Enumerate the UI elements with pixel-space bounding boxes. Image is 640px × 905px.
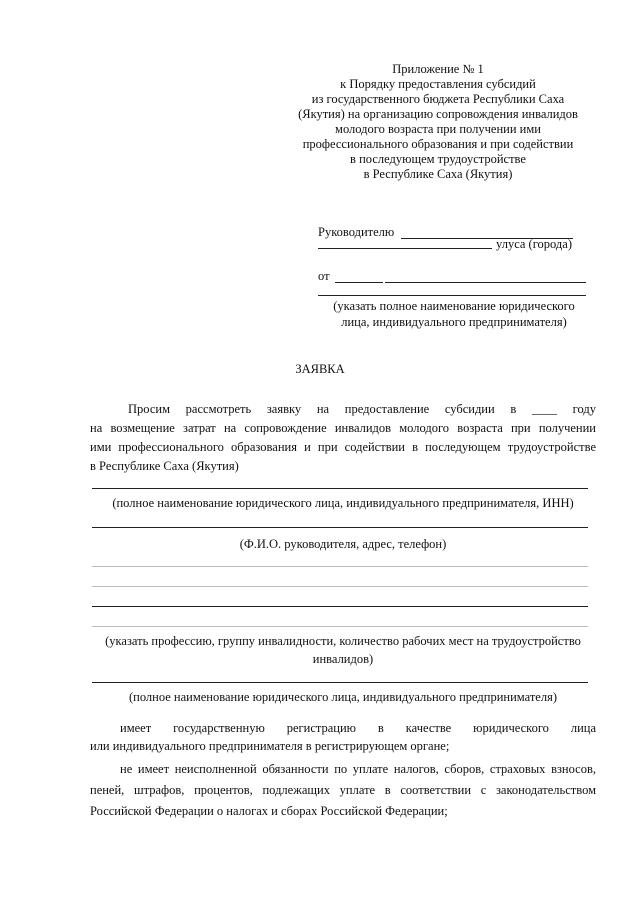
appendix-header xyxy=(296,62,580,182)
statement-line: Российской Федерации о налогах и сборах Российской Федерации; xyxy=(90,804,448,818)
org-inn-blank xyxy=(92,488,588,489)
profession-blank-1 xyxy=(92,566,588,567)
appendix-line: в последующем трудоустройстве xyxy=(350,152,526,166)
page-title: ЗАЯВКА xyxy=(295,362,345,376)
appendix-line: профессионального образования и при содействии xyxy=(302,137,574,151)
statements xyxy=(90,718,596,822)
profession-blank-3 xyxy=(92,606,588,607)
org-name-blank xyxy=(318,295,586,296)
ulus-name-blank xyxy=(318,248,492,249)
appendix-line: из государственного бюджета Республики Саха xyxy=(311,92,565,106)
profession-caption xyxy=(90,632,596,668)
org-name-hint xyxy=(318,298,590,330)
org-name-caption: (полное наименование юридического лица, индивидуального предпринимателя) xyxy=(128,690,557,704)
head-contact-blank xyxy=(92,527,588,528)
to-label: Руководителю xyxy=(318,225,395,239)
hint-line: (указать полное наименование юридического xyxy=(333,299,575,313)
appendix-line: (Якутия) на организацию сопровождения инвалидов xyxy=(298,107,578,121)
request-paragraph xyxy=(90,400,596,476)
profession-blank-4 xyxy=(92,626,588,627)
request-line: ими профессионального образования и при содействии в последующем трудоустройстве xyxy=(90,440,596,454)
statement-line: имеет государственную регистрацию в качестве юридического лица xyxy=(120,721,596,735)
request-line: на возмещение затрат на сопровождение инвалидов молодого возраста при получении xyxy=(90,421,596,435)
request-line: Просим рассмотреть заявку на предоставление субсидии в ____ году xyxy=(128,402,596,416)
appendix-line: молодого возраста при получении ими xyxy=(335,122,541,136)
statement-line: или индивидуального предпринимателя в регистрирующем органе; xyxy=(90,739,450,753)
appendix-line: Приложение № 1 xyxy=(392,62,484,76)
profession-blank-2 xyxy=(92,586,588,587)
statement-line: не имеет неисполненной обязанности по уплате налогов, сборов, страховых взносов, xyxy=(120,762,596,776)
org-name-blank-2 xyxy=(92,682,588,683)
appendix-line: в Республике Саха (Якутия) xyxy=(363,167,513,181)
caption-line: инвалидов) xyxy=(312,652,374,666)
hint-line: лица, индивидуального предпринимателя) xyxy=(341,315,567,329)
org-inn-caption: (полное наименование юридического лица, индивидуального предпринимателя, ИНН) xyxy=(112,496,574,510)
request-line: в Республике Саха (Якутия) xyxy=(90,459,239,473)
appendix-line: к Порядку предоставления субсидий xyxy=(340,77,536,91)
from-blank-short xyxy=(335,282,383,283)
from-label: от xyxy=(318,269,330,283)
statement-line: пеней, штрафов, процентов, подлежащих уплате в соответствии с законодательством xyxy=(90,783,596,797)
ulus-label: улуса (города) xyxy=(496,237,573,251)
caption-line: (указать профессию, группу инвалидности, количество рабочих мест на трудоустройство xyxy=(105,634,581,648)
head-contact-caption: (Ф.И.О. руководителя, адрес, телефон) xyxy=(239,537,447,551)
from-blank-long xyxy=(385,282,586,283)
